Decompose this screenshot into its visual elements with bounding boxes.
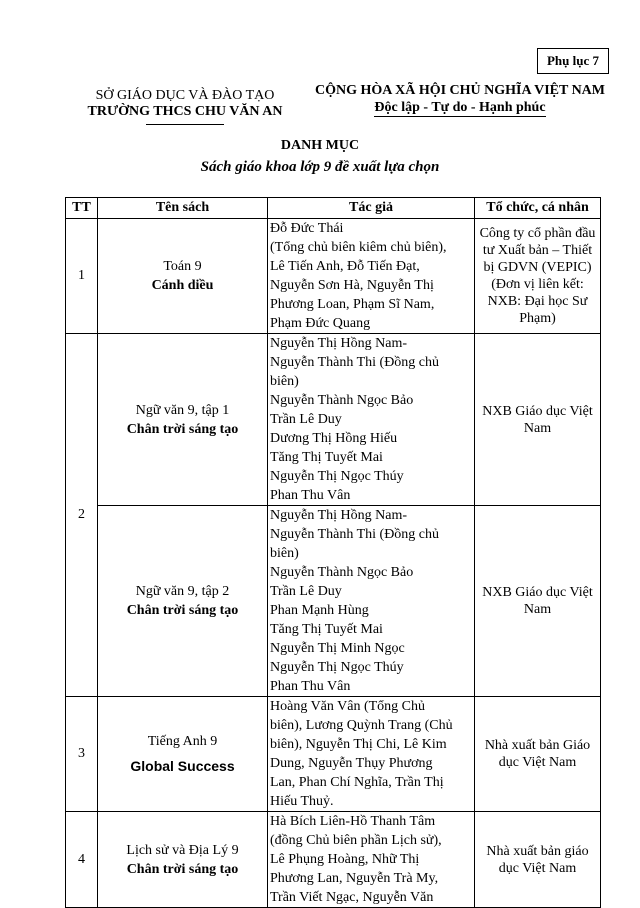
book-series: Chân trời sáng tạo <box>126 421 239 437</box>
authors-cell <box>268 697 475 812</box>
country-name: CỘNG HÒA XÃ HỘI CHỦ NGHĨA VIỆT NAM <box>314 83 605 98</box>
school-name: TRƯỜNG THCS CHU VĂN AN <box>87 104 283 119</box>
author-line: Phương Lan, Nguyễn Trà My, <box>270 871 439 886</box>
book-name-cell <box>98 697 268 812</box>
header-tt: TT <box>66 198 98 219</box>
table-row <box>66 697 601 812</box>
book-name-cell <box>98 219 268 334</box>
authors-cell <box>268 506 475 697</box>
national-motto: Độc lập - Tự do - Hạnh phúc <box>374 100 546 115</box>
book-name-cell <box>98 506 268 697</box>
organization-cell <box>475 334 601 506</box>
table-row <box>66 219 601 334</box>
author-line: Trần Viết Ngạc, Nguyễn Văn <box>270 890 434 905</box>
org-line: Nam <box>523 420 552 436</box>
author-line: Phạm Đức Quang <box>270 316 371 331</box>
table-row <box>66 334 601 506</box>
author-line: Trần Lê Duy <box>270 584 342 599</box>
author-line: Hoàng Văn Vân (Tổng Chủ <box>270 699 426 714</box>
book-series: Chân trời sáng tạo <box>126 861 239 877</box>
author-line: (đồng Chủ biên phần Lịch sử), <box>270 833 442 848</box>
author-line: Phan Mạnh Hùng <box>270 603 369 618</box>
org-line: Nhà xuất bản Giáo <box>484 738 591 753</box>
row-number: 1 <box>66 219 98 334</box>
book-name-cell <box>98 812 268 908</box>
author-line: Nguyễn Thành Ngọc Bảo <box>270 393 414 408</box>
author-line: Nguyễn Thành Thi (Đồng chủ <box>270 527 440 542</box>
header-rule <box>146 124 224 125</box>
authors-cell <box>268 219 475 334</box>
row-number: 3 <box>66 697 98 812</box>
book-series: Cánh diều <box>151 278 214 293</box>
author-line: Dương Thị Hồng Hiếu <box>270 431 398 446</box>
author-line: biên) <box>270 546 299 561</box>
organization-cell <box>475 697 601 812</box>
book-series: Global Success <box>130 758 235 774</box>
header-book-name: Tên sách <box>98 198 268 219</box>
author-line: Nguyễn Thị Minh Ngọc <box>270 641 405 656</box>
author-line: Lê Tiến Anh, Đỗ Tiến Đạt, <box>270 259 420 274</box>
appendix-label: Phụ lục 7 <box>537 48 609 74</box>
org-line: Công ty cổ phần đầu <box>479 226 596 241</box>
author-line: Phan Thu Vân <box>270 488 351 503</box>
issuer-block <box>60 88 310 125</box>
author-line: Nguyễn Thị Ngọc Thúy <box>270 469 404 484</box>
author-line: Nguyễn Thị Hồng Nam- <box>270 336 407 351</box>
org-line: dục Việt Nam <box>498 860 577 876</box>
book-name-cell <box>98 334 268 506</box>
book-name: Ngữ văn 9, tập 1 <box>135 402 230 418</box>
org-line: dục Việt Nam <box>498 755 577 770</box>
author-line: Nguyễn Thị Ngọc Thúy <box>270 660 404 675</box>
table-header-row <box>66 198 601 219</box>
author-line: Hà Bích Liên-Hồ Thanh Tâm <box>270 814 436 829</box>
organization-cell <box>475 506 601 697</box>
author-line: Hiếu Thuỷ. <box>270 794 334 809</box>
author-line: Nguyễn Thị Hồng Nam- <box>270 508 407 523</box>
table-row <box>66 812 601 908</box>
org-line: tư Xuất bản – Thiết <box>482 243 593 258</box>
org-line: NXB Giáo dục Việt <box>482 585 593 600</box>
org-line: Phạm) <box>519 311 556 326</box>
author-line: Nguyễn Thành Ngọc Bảo <box>270 565 414 580</box>
document-title: DANH MỤC <box>280 138 360 153</box>
author-line: Trần Lê Duy <box>270 412 342 427</box>
org-line: Nhà xuất bản giáo <box>486 843 589 859</box>
author-line: biên), Lương Quỳnh Trang (Chủ <box>270 718 453 733</box>
authors-cell <box>268 334 475 506</box>
author-line: Phương Loan, Phạm Sĩ Nam, <box>270 297 435 312</box>
national-motto-block <box>300 82 620 116</box>
book-name: Lịch sử và Địa Lý 9 <box>126 842 239 858</box>
author-line: Lan, Phan Chí Nghĩa, Trần Thị <box>270 775 444 790</box>
author-line: Phan Thu Vân <box>270 679 351 694</box>
org-line: (Đơn vị liên kết: <box>491 277 584 292</box>
document-subtitle: Sách giáo khoa lớp 9 đề xuất lựa chọn <box>200 159 440 175</box>
author-line: Nguyễn Sơn Hà, Nguyễn Thị <box>270 278 434 293</box>
authors-cell <box>268 812 475 908</box>
org-line: NXB Giáo dục Việt <box>482 403 593 419</box>
author-line: biên) <box>270 374 299 389</box>
book-name: Toán 9 <box>163 259 202 274</box>
author-line: Nguyễn Thành Thi (Đồng chủ <box>270 355 440 370</box>
row-number: 2 <box>66 334 98 697</box>
book-series: Chân trời sáng tạo <box>126 603 239 618</box>
book-name: Tiếng Anh 9 <box>147 734 218 749</box>
author-line: Tăng Thị Tuyết Mai <box>270 622 383 637</box>
header-organization: Tổ chức, cá nhân <box>475 198 601 219</box>
org-line: Nam <box>523 602 552 617</box>
organization-cell <box>475 219 601 334</box>
org-line: bị GDVN (VEPIC) <box>483 260 592 275</box>
author-line: Lê Phụng Hoàng, Nhữ Thị <box>270 852 420 867</box>
textbook-table <box>65 197 601 908</box>
author-line: biên), Nguyễn Thị Chi, Lê Kim <box>270 737 447 752</box>
table-row <box>66 506 601 697</box>
header-authors: Tác giả <box>268 198 475 219</box>
author-line: Tăng Thị Tuyết Mai <box>270 450 383 465</box>
organization-cell <box>475 812 601 908</box>
author-line: Đỗ Đức Thái <box>270 221 344 236</box>
author-line: Dung, Nguyễn Thụy Phương <box>270 756 433 771</box>
row-number: 4 <box>66 812 98 908</box>
org-line: NXB: Đại học Sư <box>487 294 588 309</box>
department-name: SỞ GIÁO DỤC VÀ ĐÀO TẠO <box>95 88 275 103</box>
book-name: Ngữ văn 9, tập 2 <box>135 584 230 599</box>
author-line: (Tổng chủ biên kiêm chủ biên), <box>270 240 447 255</box>
